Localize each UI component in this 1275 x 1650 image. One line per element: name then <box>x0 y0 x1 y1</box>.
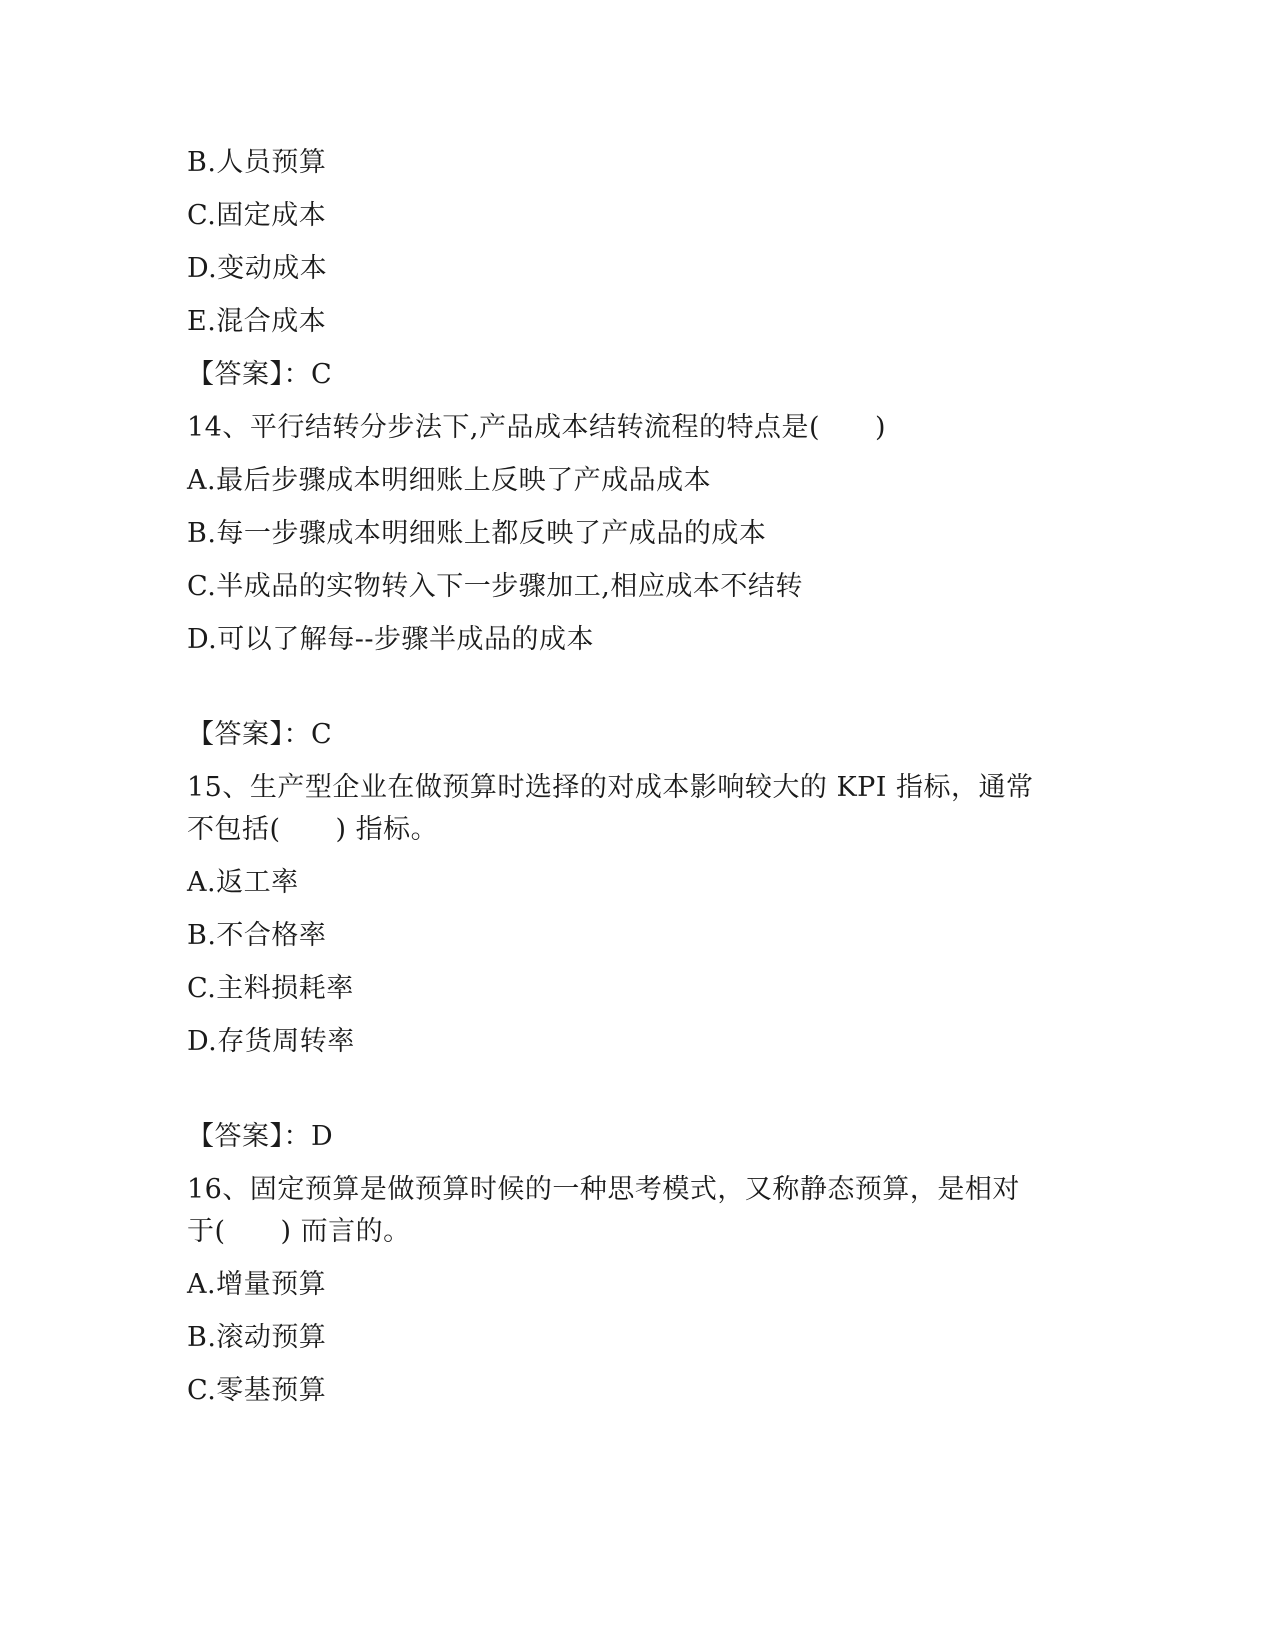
question-16-stem-line1: 16、固定预算是做预算时候的一种思考模式，又称静态预算，是相对 <box>187 1174 1020 1205</box>
q15-option-a: A.返工率 <box>187 867 299 898</box>
question-15-stem-line1: 15、生产型企业在做预算时选择的对成本影响较大的 KPI 指标，通常 <box>187 772 1034 803</box>
q14-option-c: C.半成品的实物转入下一步骤加工,相应成本不结转 <box>187 571 803 602</box>
q14-option-b: B.每一步骤成本明细账上都反映了产成品的成本 <box>187 518 767 549</box>
answer-line: 【答案】：C <box>187 359 333 390</box>
question-16-stem-line2: 于( ) 而言的。 <box>187 1216 411 1247</box>
q16-option-b: B.滚动预算 <box>187 1322 327 1353</box>
q14-option-a: A.最后步骤成本明细账上反映了产成品成本 <box>187 465 712 496</box>
option-e: E.混合成本 <box>187 306 327 337</box>
q14-option-d: D.可以了解每--步骤半成品的成本 <box>187 624 595 655</box>
option-d: D.变动成本 <box>187 253 328 284</box>
question-14-stem: 14、平行结转分步法下,产品成本结转流程的特点是( ) <box>187 412 887 443</box>
question-15-stem-line2: 不包括( ) 指标。 <box>187 814 439 845</box>
option-b: B.人员预算 <box>187 147 327 178</box>
q15-answer: 【答案】：D <box>187 1121 334 1152</box>
q15-option-c: C.主料损耗率 <box>187 973 354 1004</box>
option-c: C.固定成本 <box>187 200 327 231</box>
q14-answer: 【答案】：C <box>187 719 333 750</box>
q15-option-d: D.存货周转率 <box>187 1026 355 1057</box>
q15-option-b: B.不合格率 <box>187 920 327 951</box>
q16-option-c: C.零基预算 <box>187 1375 327 1406</box>
q16-option-a: A.增量预算 <box>187 1269 327 1300</box>
